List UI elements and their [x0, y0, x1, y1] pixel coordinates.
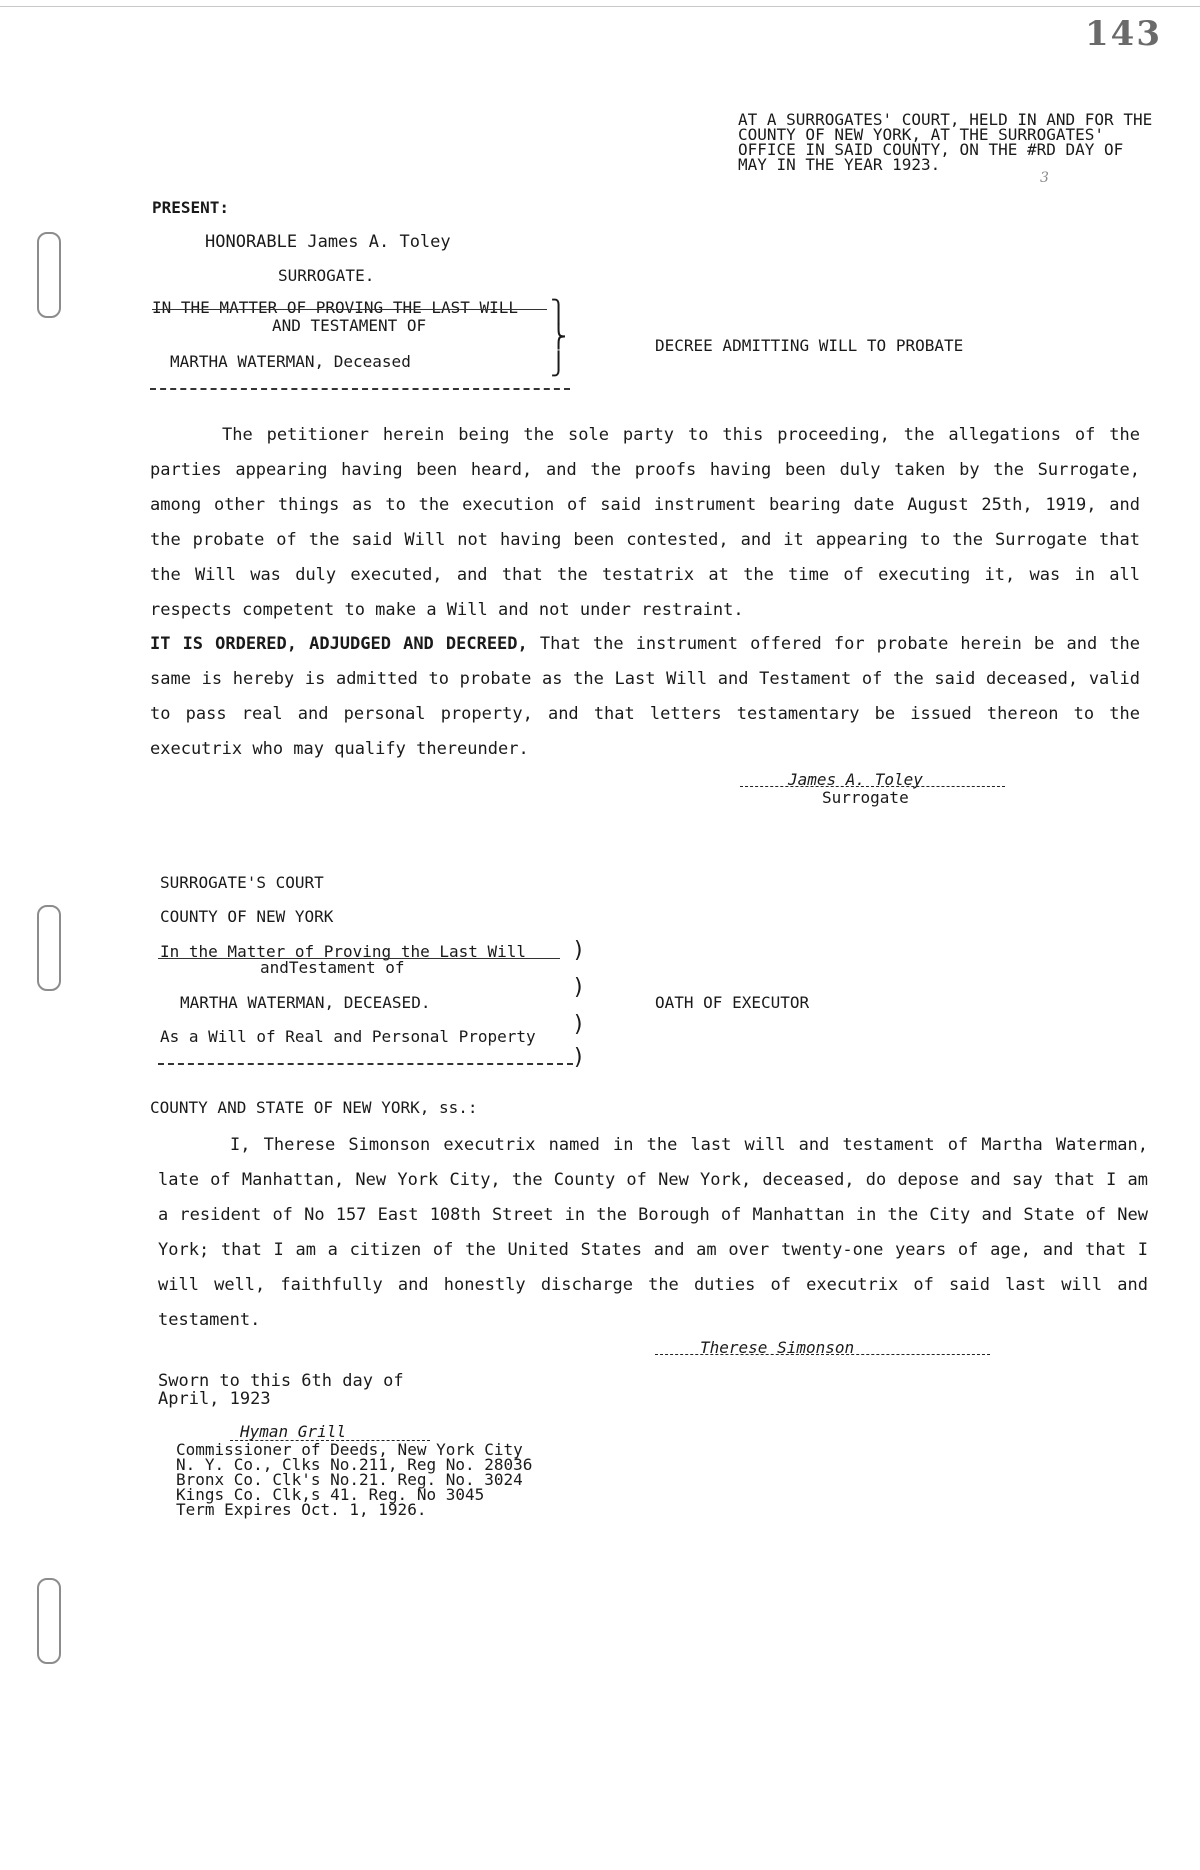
punch-hole [37, 905, 61, 991]
sworn-statement: Sworn to this 6th day of April, 1923 [158, 1371, 404, 1409]
oath-caption-deceased: MARTHA WATERMAN, DECEASED. [180, 993, 431, 1012]
caption-bracket: ) [572, 938, 586, 963]
caption-bracket: ⎭ [552, 352, 566, 377]
caption-underline [150, 388, 570, 390]
decree-caption-deceased: MARTHA WATERMAN, Deceased [170, 352, 411, 371]
order-lead: IT IS ORDERED, ADJUDGED AND DECREED, [150, 634, 528, 654]
surrogate-signature-title: Surrogate [822, 788, 909, 807]
caption-bracket: ⎬ [552, 325, 566, 350]
decree-caption-line: AND TESTAMENT OF [272, 316, 427, 335]
page-number: 143 [1085, 14, 1162, 54]
oath-caption-line: andTestament of [260, 958, 405, 977]
oath-venue: COUNTY AND STATE OF NEW YORK, ss.: [150, 1098, 478, 1117]
caption-bracket: ) [572, 975, 586, 1000]
decree-title: DECREE ADMITTING WILL TO PROBATE [655, 336, 964, 355]
executrix-signature: Therese Simonson [700, 1338, 855, 1357]
decree-body: The petitioner herein being the sole party to this proceeding, the allegations of the parties appearing having been heard, and the proofs having been duly taken by the Surrogate, among other things as to the execution of said instrument bearing date August 25th, 1919, and the probate of the said Will not having been contested, and it appearing to the Surrogate that the Will was duly executed, and that the testatrix at the time of executing it, was in all respects competent to make a Will and not under restraint. [150, 425, 1140, 620]
caption-bracket: ) [572, 1012, 586, 1037]
court-header: AT A SURROGATES' COURT, HELD IN AND FOR THE COUNTY OF NEW YORK, AT THE SURROGATES' OFFICE IN SAID COUNTY, ON THE #RD DAY OF MAY IN THE YEAR 1923. [738, 110, 1153, 174]
signature-line [655, 1354, 990, 1355]
surrogate-signature: James A. Toley [788, 770, 923, 789]
signature-line [740, 786, 1005, 787]
judge-title: SURROGATE. [278, 266, 375, 285]
decree-caption-line: IN THE MATTER OF PROVING THE LAST WILL [152, 298, 519, 317]
caption-bracket: ⎫ [552, 300, 566, 325]
caption-underline [158, 1063, 573, 1065]
circled-mark: 3 [1040, 170, 1049, 186]
oath-county-name: COUNTY OF NEW YORK [160, 907, 334, 926]
oath-caption-line: As a Will of Real and Personal Property [160, 1027, 536, 1046]
oath-body: I, Therese Simonson executrix named in the last will and testament of Martha Waterman, late of Manhattan, New York City, the County of New York, deceased, do depose and say that I am a resident of No 157 East 108th Street in the Borough of Manhattan in the City and State of New York; that I am a citizen of the United States and am over twenty-one years of age, and that I will well, faithfully and honestly discharge the duties of executrix of said last will and testament. [158, 1135, 1148, 1330]
order-text: That the instrument offered for probate herein be and the same is hereby is admitted to probate as the Last Will and Testament of the said deceased, valid to pass real and personal property, and that letters testamentary be issued thereon to the executrix who may qualify thereunder. [150, 634, 1140, 759]
decree-order [150, 627, 1140, 767]
oath-caption-line: In the Matter of Proving the Last Will [160, 942, 527, 961]
commissioner-block: Commissioner of Deeds, New York City N. Y. Co., Clks No.211, Reg No. 28036 Bronx Co. Clk's No.21. Reg. No. 3024 Kings Co. Clk,s 41. Reg. No 3045 Term Expires Oct. 1, 1926. [176, 1440, 533, 1519]
page-top-edge [0, 6, 1200, 7]
present-label: PRESENT: [152, 198, 230, 217]
punch-hole [37, 1578, 61, 1664]
punch-hole [37, 232, 61, 318]
strike-line [152, 309, 547, 310]
oath-title: OATH OF EXECUTOR [655, 993, 810, 1012]
oath-court-name: SURROGATE'S COURT [160, 873, 324, 892]
judge-name: HONORABLE James A. Toley [205, 232, 451, 252]
notary-signature: Hyman Grill [240, 1422, 346, 1441]
caption-bracket: ) [572, 1045, 586, 1070]
